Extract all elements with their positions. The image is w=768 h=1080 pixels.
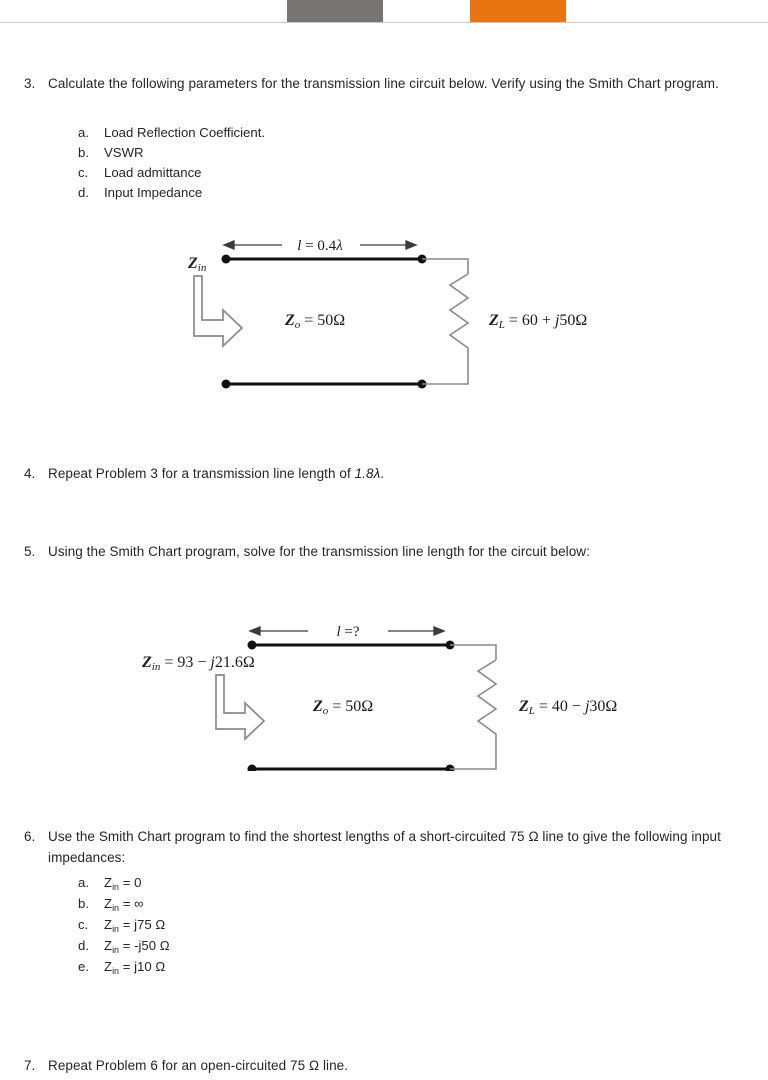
list-item: [78, 936, 170, 957]
problem-4: [18, 463, 748, 484]
load-resistor-zigzag: [450, 274, 468, 369]
problem-6: [18, 826, 748, 868]
terminal-dot: [248, 641, 257, 650]
sub-label: Load Reflection Coefficient.: [104, 125, 266, 140]
list-item: [78, 873, 170, 894]
list-item: [78, 163, 265, 183]
impedance-symbol: Z: [104, 917, 113, 932]
zin-arrow-icon: [194, 276, 242, 346]
sub-letter: b.: [78, 896, 89, 911]
sub-label: [104, 915, 165, 936]
zo-label: Zo = 50Ω: [313, 698, 374, 717]
length-label: l =?: [336, 624, 360, 640]
problem-6-sublist: [78, 873, 170, 978]
impedance-symbol: Z: [104, 938, 113, 953]
list-item: [78, 143, 265, 163]
sub-letter: b.: [78, 145, 89, 160]
sub-letter: d.: [78, 938, 89, 953]
load-resistor-zigzag: [478, 660, 496, 754]
sub-letter: c.: [78, 165, 89, 180]
sub-label: VSWR: [104, 145, 144, 160]
impedance-value: = j10 Ω: [119, 959, 166, 974]
impedance-subscript: in: [112, 965, 120, 976]
sub-label: Load admittance: [104, 165, 202, 180]
top-toolbar-strip: [0, 0, 768, 23]
problem-5-number: 5.: [24, 544, 36, 559]
circuit-svg-problem-5: [130, 591, 690, 771]
terminal-dot: [222, 380, 231, 389]
sub-label: [104, 957, 165, 978]
problem-6-text: Use the Smith Chart program to find the shortest lengths of a short-circuited 75 Ω line to give the following input impedances:: [48, 829, 721, 865]
document-page: [0, 23, 768, 1080]
impedance-value: = ∞: [119, 896, 144, 911]
length-label: l = 0.4λ: [297, 238, 343, 254]
zin-label: Zin: [188, 255, 207, 274]
load-wire-top: [450, 645, 496, 660]
problem-7-text: Repeat Problem 6 for an open-circuited 75 Ω line.: [48, 1058, 349, 1073]
sub-letter: d.: [78, 185, 89, 200]
zo-label: Zo = 50Ω: [285, 312, 346, 331]
impedance-symbol: Z: [104, 959, 113, 974]
problem-7: [18, 1055, 748, 1076]
problem-4-text: [48, 463, 384, 484]
impedance-subscript: in: [112, 902, 120, 913]
problem-3-number: 3.: [24, 76, 36, 91]
zl-label: ZL = 60 + j50Ω: [489, 312, 588, 331]
sub-letter: a.: [78, 875, 89, 890]
terminal-dot: [248, 765, 257, 772]
problem-6-number: 6.: [24, 829, 36, 844]
sub-label: [104, 873, 141, 894]
problem-4-length-value: 1.8λ: [354, 466, 381, 481]
problem-5-text: Using the Smith Chart program, solve for the transmission line length for the circuit below:: [48, 544, 590, 559]
impedance-value: = 0: [119, 875, 142, 890]
impedance-symbol: Z: [104, 896, 113, 911]
orange-toolbar-button[interactable]: [470, 0, 566, 22]
list-item: [78, 183, 265, 203]
list-item: [78, 915, 170, 936]
sub-letter: a.: [78, 125, 89, 140]
sub-letter: c.: [78, 917, 89, 932]
zl-label: ZL = 40 − j30Ω: [519, 698, 618, 717]
impedance-value: = -j50 Ω: [119, 938, 170, 953]
load-wire-bottom: [450, 754, 496, 769]
list-item: [78, 123, 265, 143]
problem-4-number: 4.: [24, 466, 36, 481]
terminal-dot: [222, 255, 231, 264]
circuit-diagram-problem-3: [178, 228, 658, 403]
problem-3-text: Calculate the following parameters for the transmission line circuit below. Verify using the Smith Chart program.: [48, 76, 719, 91]
impedance-subscript: in: [112, 881, 120, 892]
load-wire-bottom: [422, 369, 468, 384]
sub-label: [104, 936, 170, 957]
load-wire-top: [422, 259, 468, 274]
problem-4-text-before: Repeat Problem 3 for a transmission line length of: [48, 466, 355, 481]
problem-3: [18, 73, 748, 94]
problem-3-sublist: [78, 123, 265, 203]
impedance-value: = j75 Ω: [119, 917, 166, 932]
problem-7-number: 7.: [24, 1058, 36, 1073]
impedance-subscript: in: [112, 944, 120, 955]
circuit-diagram-problem-5: [130, 591, 690, 771]
problem-4-text-after: .: [380, 466, 385, 481]
sub-label: Input Impedance: [104, 185, 203, 200]
list-item: [78, 894, 170, 915]
zin-arrow-icon: [216, 675, 264, 739]
circuit-svg-problem-3: [178, 228, 658, 403]
impedance-subscript: in: [112, 923, 120, 934]
sub-letter: e.: [78, 959, 89, 974]
zin-label: Zin = 93 − j21.6Ω: [142, 654, 255, 673]
problem-5: [18, 541, 748, 562]
sub-label: [104, 894, 143, 915]
gray-toolbar-button[interactable]: [287, 0, 383, 22]
impedance-symbol: Z: [104, 875, 113, 890]
terminal-dot: [446, 765, 455, 772]
list-item: [78, 957, 170, 978]
